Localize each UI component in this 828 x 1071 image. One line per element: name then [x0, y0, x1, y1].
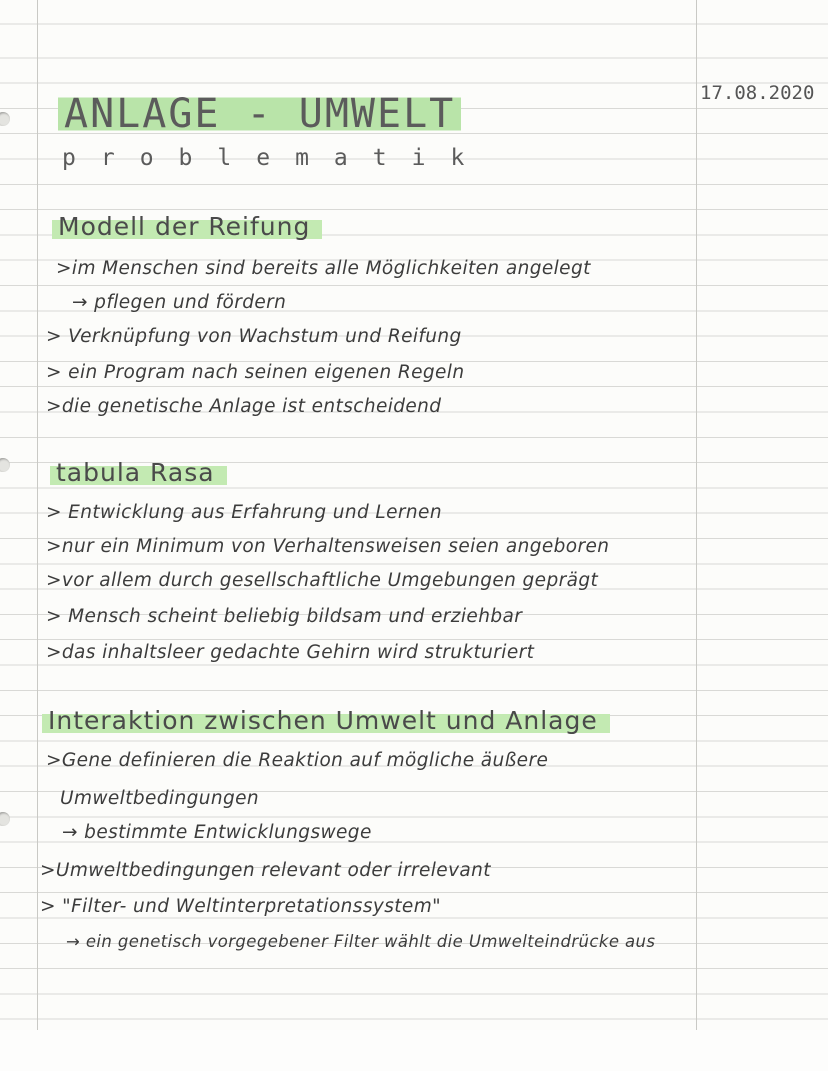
section-heading-interaktion: Interaktion zwischen Umwelt und Anlage	[42, 704, 610, 737]
list-item: >die genetische Anlage ist entscheidend	[46, 396, 442, 417]
list-item: → ein genetisch vorgegebener Filter wählt die Umwelteindrücke aus	[66, 932, 656, 951]
section-heading-reifung: Modell der Reifung	[52, 210, 322, 243]
section-heading-tabula-rasa: tabula Rasa	[50, 456, 227, 489]
list-item: → pflegen und fördern	[72, 292, 287, 313]
list-item: Umweltbedingungen	[60, 788, 260, 809]
right-margin-line	[696, 0, 697, 1030]
list-item: > Mensch scheint beliebig bildsam und erziehbar	[46, 606, 523, 627]
list-item: >vor allem durch gesellschaftliche Umgebungen geprägt	[46, 570, 599, 591]
list-item: > Verknüpfung von Wachstum und Reifung	[46, 326, 462, 347]
list-item: → bestimmte Entwicklungswege	[62, 822, 372, 843]
list-item: >nur ein Minimum von Verhaltensweisen seien angeboren	[46, 536, 610, 557]
page-subtitle: problematik	[62, 145, 490, 171]
page-title: ANLAGE - UMWELT	[58, 88, 461, 140]
list-item: > "Filter- und Weltinterpretationssystem"	[40, 896, 442, 917]
list-item: >im Menschen sind bereits alle Möglichkeiten angelegt	[56, 258, 591, 279]
left-margin-line	[37, 0, 38, 1030]
list-item: > Entwicklung aus Erfahrung und Lernen	[46, 502, 442, 523]
list-item: >das inhaltsleer gedachte Gehirn wird strukturiert	[46, 642, 535, 663]
list-item: >Umweltbedingungen relevant oder irrelevant	[40, 860, 491, 881]
note-date: 17.08.2020	[700, 82, 815, 104]
list-item: > ein Program nach seinen eigenen Regeln	[46, 362, 465, 383]
list-item: >Gene definieren die Reaktion auf mögliche äußere	[46, 750, 549, 771]
paper-edge	[0, 1030, 828, 1071]
